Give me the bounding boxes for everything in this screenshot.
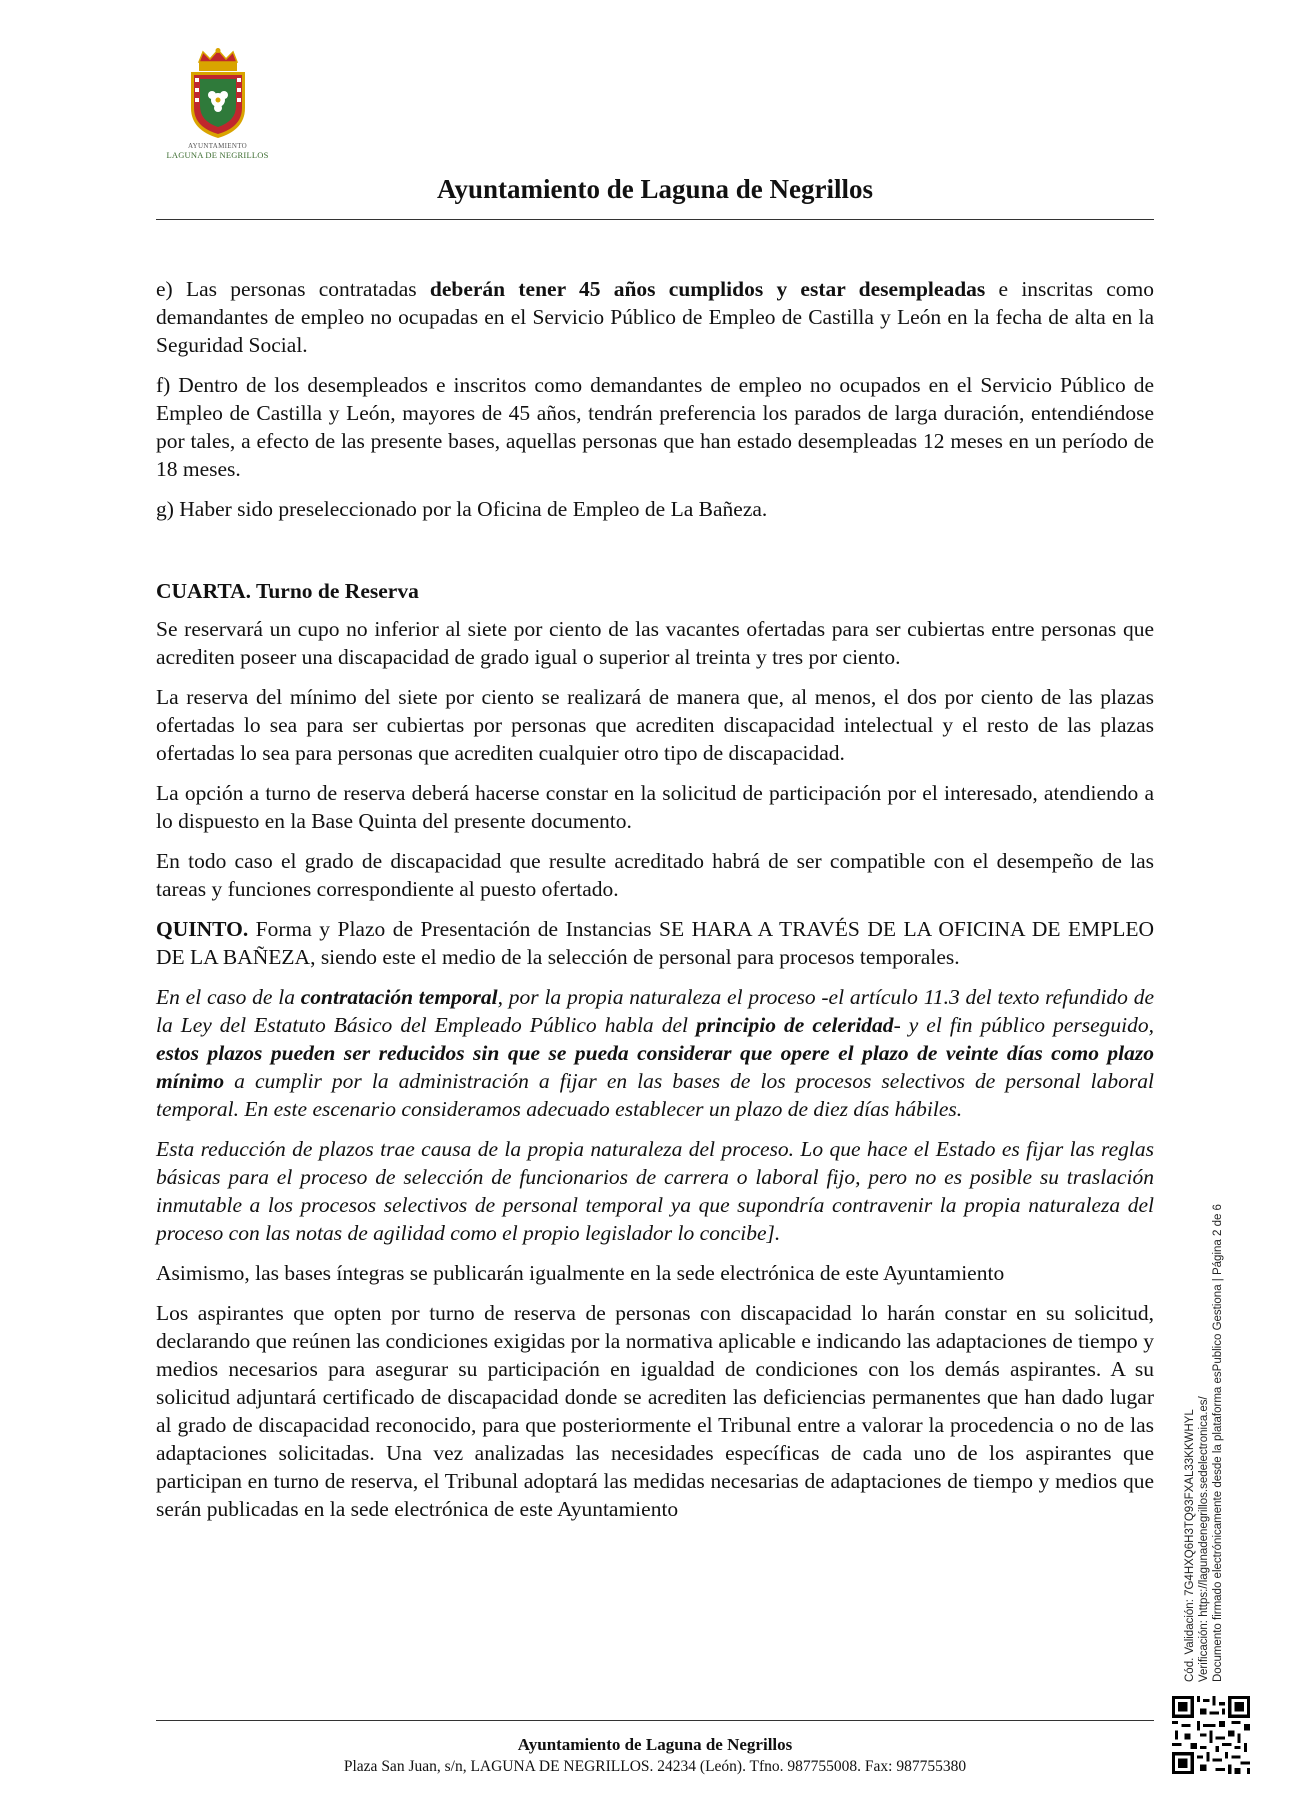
paragraph-g: g) Haber sido preseleccionado por la Oficina de Empleo de La Bañeza. (156, 497, 768, 521)
validation-stamp (1183, 1162, 1225, 1682)
municipal-logo (155, 48, 280, 170)
logo-caption-line2: LAGUNA DE NEGRILLOS (166, 150, 269, 160)
section-heading-cuarta: CUARTA. Turno de Reserva (156, 579, 419, 603)
cuarta-paragraph-3: La opción a turno de reserva deberá hacerse constar en la solicitud de participación por el interesado, atendiendo a lo dispuesto en la Base Quinta del presente documento. (156, 781, 1154, 833)
coat-of-arms-icon (183, 48, 253, 140)
asimismo-paragraph: Asimismo, las bases íntegras se publicarán igualmente en la sede electrónica de este Ayuntamiento (156, 1261, 1005, 1285)
footer-title: Ayuntamiento de Laguna de Negrillos (517, 1735, 793, 1754)
cuarta-paragraph-1: Se reservará un cupo no inferior al siete por ciento de las vacantes ofertadas para ser cubiertas entre personas que acrediten poseer una discapacidad de grado igual o superior al treinta y tres por ciento. (156, 617, 1154, 669)
page-title: Ayuntamiento de Laguna de Negrillos (436, 174, 874, 204)
paragraph-f: f) Dentro de los desempleados e inscritos como demandantes de empleo no ocupados en el Servicio Público de Empleo de Castilla y León, mayores de 45 años, tendrán preferencia los parados de larga duración, entendiéndose por tales, a efecto de las presente bases, aquellas personas que han estado desempleadas 12 meses en un período de 18 meses. (156, 373, 1154, 481)
logo-caption (155, 142, 280, 160)
document-body (156, 275, 1154, 1535)
paragraph-e: e) Las personas contratadas deberán tener 45 años cumplidos y estar desempleadas e inscritas como demandantes de empleo no ocupadas en el Servicio Público de Empleo de Castilla y León en la fecha de alta en la Seguridad Social. (156, 277, 1154, 357)
verification-url: Verificación: https://lagunadenegrillos.sedelectronica.es/ (1198, 1396, 1210, 1682)
cuarta-paragraph-2: La reserva del mínimo del siete por ciento se realizará de manera que, al menos, el dos por ciento de las plazas ofertadas lo sea para ser cubiertas por personas que acrediten discapacidad intelectual y el resto de las plazas ofertadas lo sea para personas que acrediten cualquier otro tipo de discapacidad. (156, 685, 1154, 765)
signature-note: Documento firmado electrónicamente desde la plataforma esPublico Gestiona | Página 2 de 6 (1212, 1204, 1224, 1682)
logo-caption-line1: AYUNTAMIENTO (187, 142, 248, 150)
italic-paragraph-2: Esta reducción de plazos trae causa de la propia naturaleza del proceso. Lo que hace el Estado es fijar las reglas básicas para el proceso de selección de funcionarios de carrera o laboral fijo, pero no es posible su traslación inmutable a los procesos selectivos de personal temporal ya que supondría contravenir la propia naturaleza del proceso con las notas de agilidad como el propio legislador lo concibe]. (156, 1137, 1154, 1245)
cuarta-paragraph-4: En todo caso el grado de discapacidad que resulte acreditado habrá de ser compatible con el desempeño de las tareas y funciones correspondiente al puesto ofertado. (156, 849, 1154, 901)
footer-address: Plaza San Juan, s/n, LAGUNA DE NEGRILLOS. 24234 (León). Tfno. 987755008. Fax: 987755380 (343, 1758, 967, 1775)
qr-code-icon (1172, 1696, 1250, 1774)
italic-paragraph-1: En el caso de la contratación temporal, por la propia naturaleza el proceso -el artículo 11.3 del texto refundido de la Ley del Estatuto Básico del Empleado Público habla del principio de celeridad- y el fin público perseguido, estos plazos pueden ser reducidos sin que se pueda considerar que opere el plazo de veinte días como plazo mínimo a cumplir por la administración a fijar en las bases de los procesos selectivos de personal laboral temporal. En este escenario consideramos adecuado establecer un plazo de diez días hábiles. (156, 985, 1154, 1121)
validation-code: Cód. Validación: 7G4HXQ6H3TQ93FXAL33KKWHYL (1184, 1409, 1196, 1682)
footer-divider (156, 1720, 1154, 1721)
paragraph-e-bold: deberán tener 45 años cumplidos y estar desempleadas (429, 277, 986, 301)
quinto-paragraph: QUINTO. Forma y Plazo de Presentación de Instancias SE HARA A TRAVÉS DE LA OFICINA DE EMPLEO DE LA BAÑEZA, siendo este el medio de la selección de personal para procesos temporales. (156, 917, 1154, 969)
header-divider (156, 219, 1154, 220)
aspirantes-paragraph: Los aspirantes que opten por turno de reserva de personas con discapacidad lo harán constar en su solicitud, declarando que reúnen las condiciones exigidas por la normativa aplicable e indicando las adaptaciones de tiempo y medios necesarios para asegurar su participación en igualdad de condiciones con los demás aspirantes. A su solicitud adjuntará certificado de discapacidad donde se acrediten las deficiencias permanentes que han dado lugar al grado de discapacidad reconocido, para que posteriormente el Tribunal entre a valorar la procedencia o no de las adaptaciones solicitadas. Una vez analizadas las necesidades específicas de cada uno de los aspirantes que participan en turno de reserva, el Tribunal adoptará las medidas necesarias de adaptaciones de tiempo y medios que serán publicadas en la sede electrónica de este Ayuntamiento (156, 1301, 1154, 1521)
quinto-label: QUINTO. (156, 917, 249, 941)
